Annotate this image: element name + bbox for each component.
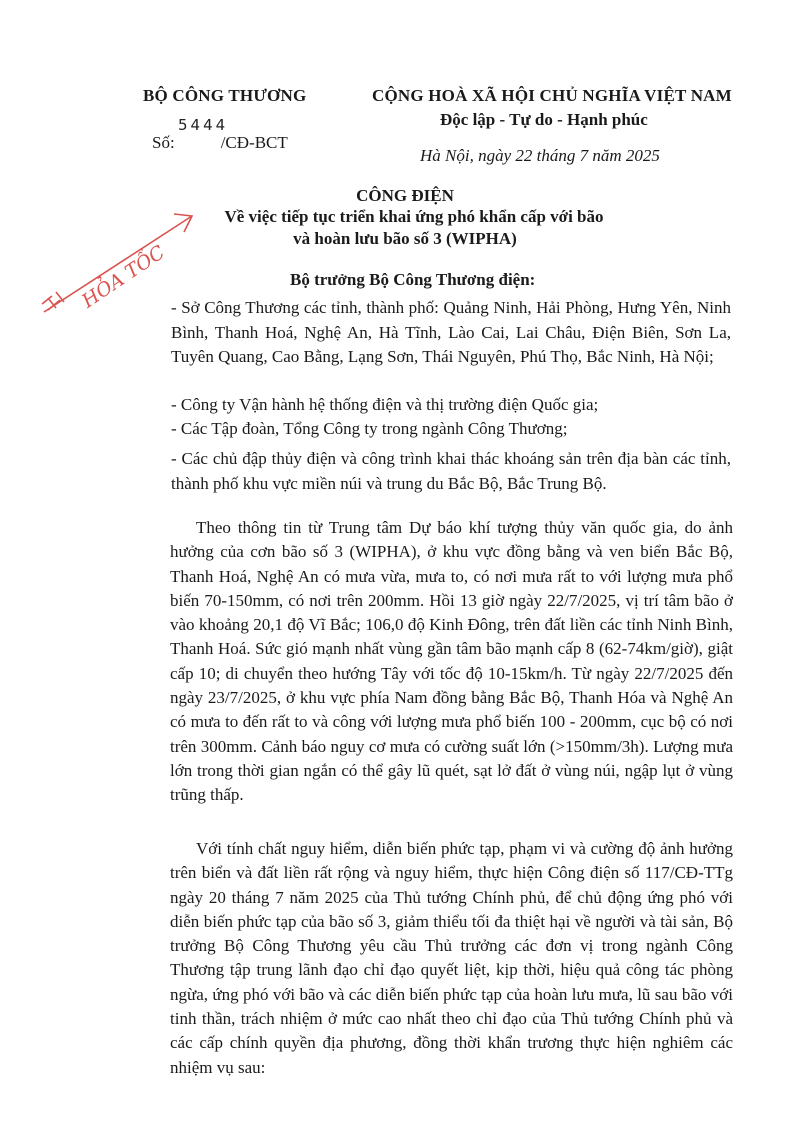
issuing-agency: BỘ CÔNG THƯƠNG: [143, 86, 307, 105]
document-subject-line-1: Về việc tiếp tục triển khai ứng phó khẩn cấp với bão: [224, 207, 604, 226]
recipient-item: - Công ty Vận hành hệ thống điện và thị trường điện Quốc gia;: [171, 395, 599, 414]
recipient-item: - Sở Công Thương các tỉnh, thành phố: Quảng Ninh, Hải Phòng, Hưng Yên, Ninh Bình, Thanh Hoá, Nghệ An, Hà Tĩnh, Lào Cai, Lai Châu, Điện Biên, Sơn La, Tuyên Quang, Cao Bằng, Lạng Sơn, Thái Nguyên, Phú Thọ, Bắc Ninh, Hà Nội;: [171, 298, 731, 366]
handwritten-document-number: 5444: [178, 116, 229, 134]
document-number: [152, 133, 288, 153]
place-and-date: Hà Nội, ngày 22 tháng 7 năm 2025: [420, 146, 660, 165]
document-number-prefix: Số:: [152, 133, 175, 152]
recipient-item: - Các Tập đoàn, Tổng Công ty trong ngành Công Thương;: [171, 419, 568, 438]
stamp-arrow-shaft: [44, 216, 192, 312]
national-motto: Độc lập - Tự do - Hạnh phúc: [440, 110, 648, 129]
addressee-intro: Bộ trưởng Bộ Công Thương điện:: [290, 270, 536, 289]
recipient-item: - Các chủ đập thủy điện và công trình khai thác khoáng sản trên địa bàn các tỉnh, thành phố khu vực miền núi và trung du Bắc Bộ, Bắc Trung Bộ.: [171, 449, 731, 493]
stamp-arrow-head: [174, 214, 192, 232]
stamp-text: HỎA TỐC: [78, 241, 169, 313]
body-paragraph-2: Với tính chất nguy hiểm, diễn biến phức tạp, phạm vi và cường độ ảnh hưởng trên biển và đất liền rất rộng và nguy hiểm, thực hiện Công điện số 117/CĐ-TTg ngày 20 tháng 7 năm 2025 của Thủ tướng Chính phủ, để chủ động ứng phó với diễn biến phức tạp của bão số 3, giảm thiểu tối đa thiệt hại về người và tài sản, Bộ trưởng Bộ Công Thương yêu cầu Thủ trưởng các đơn vị trong ngành Công Thương tập trung lãnh đạo chỉ đạo quyết liệt, kịp thời, hiệu quả công tác phòng ngừa, ứng phó với bão và các diễn biến phức tạp của hoàn lưu mưa, lũ sau bão với tinh thần, trách nhiệm ở mức cao nhất theo chỉ đạo của Thủ tướng Chính phủ và các cấp chính quyền địa phương, đồng thời khẩn trương thực hiện nghiêm các nhiệm vụ sau:: [170, 839, 733, 1077]
document-subject-line-2: và hoàn lưu bão số 3 (WIPHA): [293, 229, 517, 248]
document-number-suffix: /CĐ-BCT: [220, 133, 288, 152]
national-title: CỘNG HOÀ XÃ HỘI CHỦ NGHĨA VIỆT NAM: [372, 86, 732, 105]
body-paragraph-1: Theo thông tin từ Trung tâm Dự báo khí tượng thủy văn quốc gia, do ảnh hưởng của cơn bão số 3 (WIPHA), ở khu vực đồng bằng và ven biển Bắc Bộ, Thanh Hoá, Nghệ An có mưa vừa, mưa to, có nơi mưa rất to với lượng mưa phổ biến 70-150mm, có nơi trên 200mm. Hồi 13 giờ ngày 22/7/2025, vị trí tâm bão ở vào khoảng 20,1 độ Vĩ Bắc; 106,0 độ Kinh Đông, trên đất liền các tỉnh Ninh Bình, Thanh Hoá. Sức gió mạnh nhất vùng gần tâm bão mạnh cấp 8 (62-74km/giờ), giật cấp 10; di chuyển theo hướng Tây với tốc độ 10-15km/h. Từ ngày 22/7/2025 đến ngày 23/7/2025, ở khu vực phía Nam đồng bằng Bắc Bộ, Thanh Hóa và Nghệ An có mưa to đến rất to và công với lượng mưa phổ biến 100 - 200mm, cục bộ có nơi trên 300mm. Cảnh báo nguy cơ mưa có cường suất lớn (>150mm/3h). Lượng mưa lớn trong thời gian ngắn có thể gây lũ quét, sạt lở đất ở vùng núi, ngập lụt ở vùng trũng thấp.: [170, 518, 733, 805]
document-title: CÔNG ĐIỆN: [356, 186, 454, 205]
